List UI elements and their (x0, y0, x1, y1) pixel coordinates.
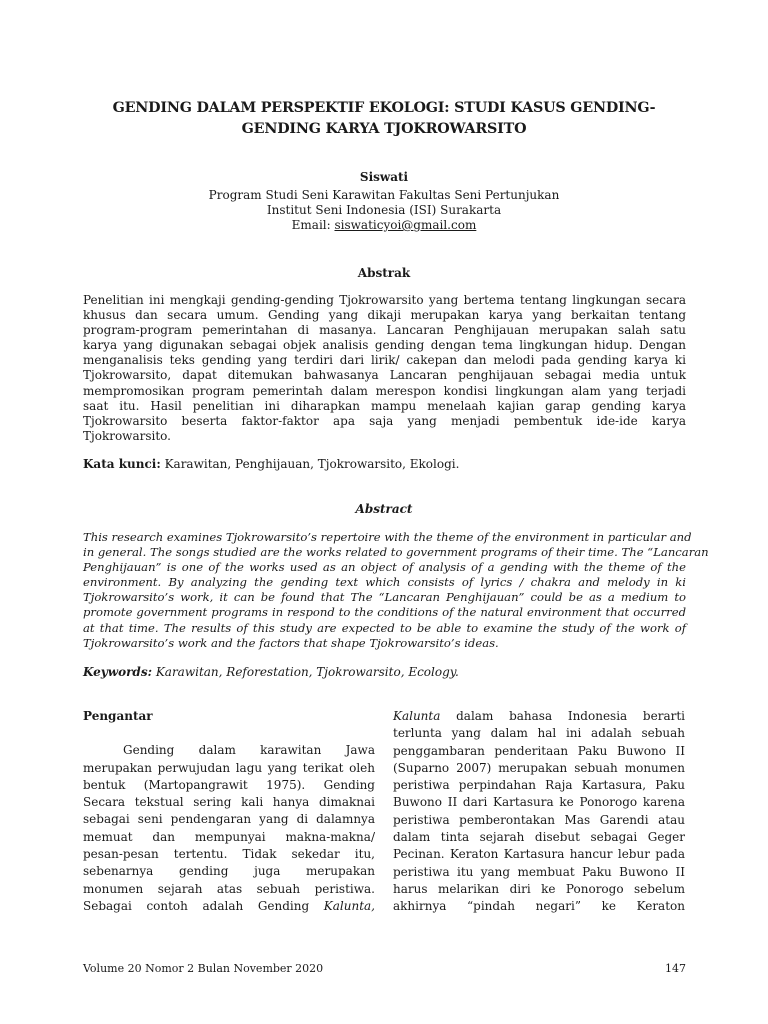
body-line: sebagai seni pendengaran yang di dalamnya (83, 812, 375, 827)
body-line-italic: Kalunta (393, 709, 441, 723)
abstract-line: environment. By analyzing the gending text which consists of lyrics / chakra and melody in ki (83, 575, 686, 590)
abstrak-line: khusus dan secara umum. Gending yang dikaji merupakan karya yang berkaitan tentang (83, 308, 686, 323)
body-line: memuat dan mempunyai makna-makna/ (83, 829, 375, 844)
body-column-right (393, 708, 685, 916)
keywords-label: Keywords: (83, 665, 153, 679)
abstrak-heading: Abstrak (357, 266, 411, 280)
body-line: Buwono II dari Kartasura ke Ponorogo karena (393, 795, 685, 810)
affiliation-email-line (84, 218, 684, 233)
body-line: (Suparno 2007) merupakan sebuah monumen (393, 760, 685, 775)
body-line: Pecinan. Keraton Kartasura hancur lebur pada (393, 847, 685, 862)
body-line: sebenarnya gending juga merupakan (83, 864, 375, 879)
email-label: Email: (291, 218, 335, 232)
abstract-heading: Abstract (355, 502, 413, 516)
author-name: Siswati (359, 170, 409, 184)
body-line-text: Sebagai contoh adalah Gending (83, 898, 324, 913)
abstrak-line: Tjokrowarsito beserta faktor-faktor apa saja yang menjadi pembentuk ide-ide karya (83, 413, 686, 428)
affiliation-institution: Institut Seni Indonesia (ISI) Surakarta (266, 203, 502, 217)
section-heading-pengantar: Pengantar (83, 709, 153, 723)
body-line: pesan-pesan tertentu. Tidak sekedar itu, (83, 847, 375, 862)
abstract-line: This research examines Tjokrowarsito’s repertoire with the theme of the environment in particular and (83, 530, 692, 544)
kata-kunci-values: Karawitan, Penghijauan, Tjokrowarsito, Ekologi. (160, 457, 460, 471)
body-line-italic: Kaluntа, (323, 898, 375, 913)
body-line: peristiwa pemberontakan Mas Garendi atau (393, 812, 685, 827)
abstrak-line: menganalisis teks gending yang terdiri dari lirik/ cakepan dan melodi pada gending karya ki (83, 353, 686, 368)
abstrak-line: mempromosikan program pemerintah dalam merespon kondisi lingkungan alam yang terjadi (83, 383, 686, 398)
title-line-2: GENDING KARYA TJOKROWARSITO (241, 121, 527, 137)
keywords-values: Karawitan, Reforestation, Tjokrowarsito, Ecology. (152, 665, 459, 679)
affiliation-program: Program Studi Seni Karawitan Fakultas Seni Pertunjukan (208, 188, 560, 202)
abstract-line: in general. The songs studied are the works related to government programs of their time. The “Lancaran (83, 545, 709, 560)
abstrak-line: Penelitian ini mengkaji gending-gending Tjokrowarsito yang bertema tentang lingkungan secara (83, 293, 686, 307)
title-line-1: GENDING DALAM PERSPEKTIF EKOLOGI: STUDI KASUS GENDING- (112, 100, 656, 116)
body-line: harus melarikan diri ke Ponorogo sebelum (393, 881, 685, 896)
abstract-line: Tjokrowarsito’s work and the factors that shape Tjokrowarsito’s ideas. (83, 635, 499, 650)
abstract-line: at that time. The results of this study are expected to be able to examine the study of the work of (83, 620, 686, 635)
body-line: monumen sejarah atas sebuah peristiwa. (83, 881, 375, 896)
footer-volume: Volume 20 Nomor 2 Bulan November 2020 (83, 962, 324, 975)
body-line-first (393, 708, 685, 725)
body-line: peristiwa perpindahan Raja Kartasura, Paku (393, 778, 685, 793)
body-line: terlunta yang dalam hal ini adalah sebuah (393, 726, 685, 741)
abstrak-line: program-program pemerintahan di masanya. Lancaran Penghijauan merupakan salah satu (83, 323, 686, 338)
keywords (83, 665, 686, 680)
abstract-body (83, 530, 709, 651)
abstract-line: Tjokrowarsito’s work, it can be found that The “Lancaran Penghijauan” could be as a medium to (83, 590, 686, 605)
affiliation (84, 188, 684, 233)
body-line: penggambaran penderitaan Paku Buwono II (393, 743, 685, 758)
body-line: Secara tekstual sering kali hanya dimaknai (83, 795, 375, 810)
body-line: bentuk (Martopangrawit 1975). Gending (83, 777, 375, 792)
abstrak-line: karya yang digunakan sebagai objek analisis gending dengan tema lingkungan hidup. Dengan (83, 338, 686, 353)
abstrak-line: saat itu. Hasil penelitian ini diharapkan mampu menelaah kajian garap gending karya (83, 398, 686, 413)
page-number: 147 (665, 962, 686, 975)
abstract-line: Penghijauan” is one of the works used as an object of analysis of a gending with the theme of the (83, 560, 686, 575)
body-line: dalam tinta sejarah disebut sebagai Geger (393, 830, 685, 845)
kata-kunci-label: Kata kunci: (83, 457, 161, 471)
body-line: peristiwa itu yang membuat Paku Buwono II (393, 864, 685, 879)
body-line-text: dalam bahasa Indonesia berarti (440, 709, 685, 723)
body-line: akhirnya “pindah negari” ke Keraton (393, 899, 685, 914)
paper-title (84, 98, 684, 140)
body-line-last (83, 898, 375, 915)
abstrak-line: Tjokrowarsito, dapat ditemukan bahwasanya Lancaran penghijauan sebagai media untuk (83, 368, 686, 383)
abstrak-body (83, 293, 686, 444)
abstrak-line: Tjokrowarsito. (83, 428, 171, 443)
body-line: merupakan perwujudan lagu yang terikat oleh (83, 760, 375, 775)
body-column-left (83, 708, 375, 915)
body-line: Gending dalam karawitan Jawa (123, 743, 375, 758)
kata-kunci (83, 457, 686, 472)
email-link[interactable]: siswaticyoi@gmail.com (334, 218, 477, 232)
abstract-line: promote government programs in respond to the conditions of the natural environment that occurred (83, 605, 686, 620)
